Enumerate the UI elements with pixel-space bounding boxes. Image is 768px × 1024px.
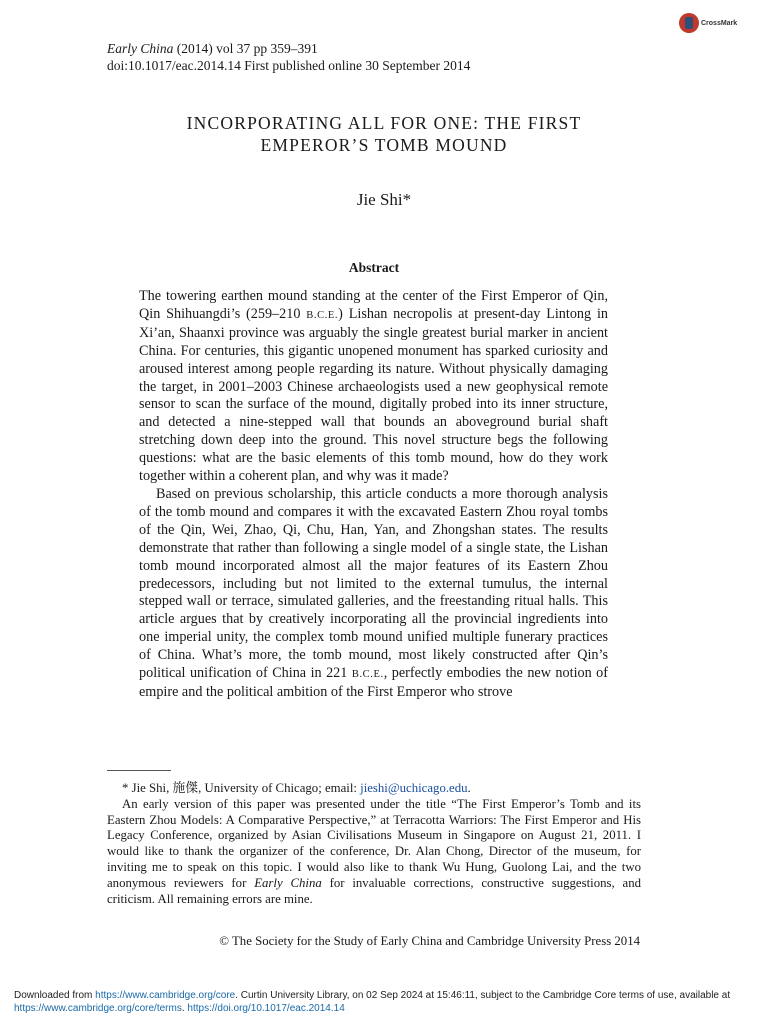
abstract-text: , perfectly embodies the new notion of empire and the political ambition of the First Emperor who strove <box>139 665 608 700</box>
title-line-2: EMPEROR’S TOMB MOUND <box>260 135 508 155</box>
doi-link[interactable]: https://doi.org/10.1017/eac.2014.14 <box>187 1002 345 1014</box>
footnote-divider <box>107 770 171 771</box>
cambridge-core-link[interactable]: https://www.cambridge.org/core <box>95 990 236 1001</box>
download-text: . Curtin University Library, on 02 Sep 2024 at 15:46:11, subject to the Cambridge Core terms of use, available at <box>235 990 731 1001</box>
journal-citation <box>107 41 318 57</box>
email-link[interactable]: jieshi@uchicago.edu <box>360 781 468 795</box>
terms-link[interactable]: https://www.cambridge.org/core/terms <box>14 1002 182 1014</box>
footnote-text: * Jie Shi, 施傑, University of Chicago; email: <box>122 781 361 795</box>
abstract-text: The towering earthen mound standing at the center of the First Emperor of Qin, Qin Shihuangdi’s (259–210 <box>139 288 608 322</box>
abstract-paragraph-2 <box>139 486 608 702</box>
abstract-text: ) Lishan necropolis at present-day Lintong in Xi’an, Shaanxi province was arguably the single greatest burial marker in ancient China. For centuries, this gigantic unopened monument has sparked curiosity and aroused interest among people regarding its nature. Without physically damaging the target, in 2001–2003 Chinese archaeologists used a new geophysical remote sensor to scan the surface of the mound, digitally probed into its inner structure, and detected a nine-stepped wall that bounds an aboveground burial shaft stretching down deep into the ground. This novel structure begs the following questions: what are the basic elements of this tomb mound, how do they work together within a coherent plan, and why was it made? <box>139 305 608 485</box>
article-title <box>100 112 668 156</box>
download-notice <box>14 990 759 1015</box>
era-abbreviation: B.C.E. <box>306 309 339 321</box>
crossmark-badge[interactable] <box>679 12 741 34</box>
footnote-text: for invaluable corrections, constructive suggestions, and criticism. All remaining errors are mine. <box>107 875 641 906</box>
title-line-1: INCORPORATING ALL FOR ONE: THE FIRST <box>186 113 582 133</box>
crossmark-label: CrossMark <box>701 19 738 27</box>
author-name: Jie Shi* <box>356 190 412 209</box>
volume-info: (2014) vol 37 pp 359–391 <box>176 41 318 56</box>
doi-line: doi:10.1017/eac.2014.14 First published online 30 September 2014 <box>107 58 471 73</box>
journal-name: Early China <box>107 41 174 56</box>
footnote-text: An early version of this paper was presented under the title “The First Emperor’s Tomb and its Eastern Zhou Models: A Comparative Perspective,” at Terracotta Warriors: The First Emperor and His Legacy Conference, organized by Asian Civilisations Museum in Singapore on August 21, 2011. I would like to thank the organizer of the conference, Dr. Alan Chong, Director of the museum, for inviting me to speak on this topic. I would also like to thank Wu Hung, Guolong Lai, and the two anonymous reviewers for <box>107 796 641 890</box>
footnote-author <box>107 781 641 797</box>
abstract-paragraph-1 <box>139 288 608 486</box>
footnotes <box>107 781 641 907</box>
download-text: . <box>181 1002 188 1014</box>
crossmark-icon <box>679 13 699 33</box>
footnote-acknowledgment <box>107 797 641 908</box>
journal-name-italic: Early China <box>254 875 322 890</box>
copyright-notice: © The Society for the Study of Early China and Cambridge University Press 2014 <box>219 934 640 948</box>
era-abbreviation: B.C.E. <box>351 669 384 681</box>
abstract-heading: Abstract <box>348 260 400 275</box>
footnote-text: . <box>467 781 471 795</box>
abstract-body <box>139 288 608 702</box>
download-text: Downloaded from <box>14 990 96 1001</box>
abstract-text: Based on previous scholarship, this article conducts a more thorough analysis of the tomb mound and compares it with the excavated Eastern Zhou royal tombs of the Qin, Wei, Zhao, Qi, Chu, Han, Yan, and Zhongshan states. The results demonstrate that rather than following a single model of a single state, the Lishan tomb mound incorporated almost all the major features of its Eastern Zhou predecessors, including but not limited to the external tumulus, the internal stepped wall or terrace, simulated galleries, and the freestanding ritual halls. This article argues that by creatively incorporating all the provincial ingredients into one imperial unity, the complex tomb mound unified multiple funerary practices of China. What’s more, the tomb mound, most likely constructed after Qin’s political unification of China in 221 <box>139 485 608 682</box>
